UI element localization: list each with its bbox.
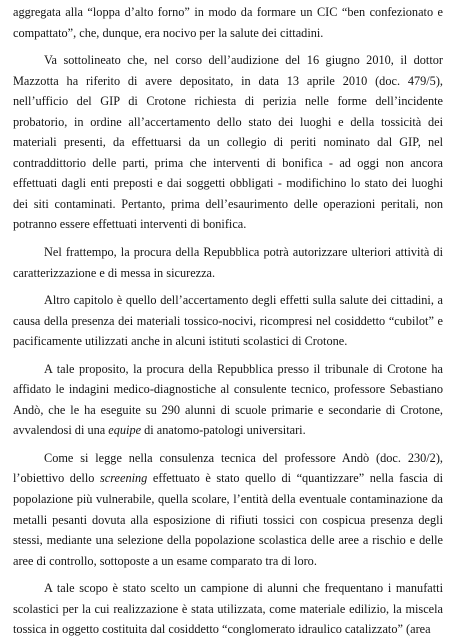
paragraph-text: Va sottolineato che, nel corso dell’audizione del 16 giugno 2010, il dottor Mazzotta ha riferito di avere depositato, in data 13 aprile 2010 (doc. 479/5), nell’ufficio del GIP di Crotone richiesta di perizia nelle forme dell’incidente probatorio, in ordine all’accertamento dello stato dei luoghi e della tossicità dei materiali presenti, da effettuarsi da un collegio di periti nominato dal GIP, nel contraddittorio delle parti, prima che interventi di bonifica - ad oggi non ancora effettuati dagli enti preposti e dai soggetti obbligati - modifichino lo stato dei luoghi dei siti contaminati. Pertanto, prima dell’esaurimento delle operazioni peritali, non potranno essere effettuati interventi di bonifica. <box>13 53 443 232</box>
paragraph-text: Come si legge nella consulenza tecnica del professore Andò (doc. 230/2), l’obiettivo dello <box>13 450 443 486</box>
paragraph-6 <box>13 448 443 571</box>
paragraph-2 <box>13 50 443 235</box>
paragraph-text: Altro capitolo è quello dell’accertamento degli effetti sulla salute dei cittadini, a causa della presenza dei materiali tossico-nocivi, ricompresi nel cosiddetto “cubilot” e pacificamente utilizzati anche in alcuni istituti scolastici di Crotone. <box>13 293 443 349</box>
paragraph-text: A tale proposito, la procura della Repubblica presso il tribunale di Crotone ha affidato le indagini medico-diagnostiche al consulente tecnico, professore Sebastiano Andò, che le ha eseguite su 290 alunni di scuole primarie e secondarie di Crotone, avvalendosi di una <box>13 361 443 438</box>
paragraph-text: aggregata alla “loppa d’alto forno” in modo da formare un CIC “ben confezionato e compattato”, che, dunque, era nocivo per la salute dei cittadini. <box>13 5 443 40</box>
paragraph-text: effettuato è stato quello di “quantizzare” nella fascia di popolazione più vulnerabile, quella scolare, l’entità della eventuale contaminazione da metalli pesanti dovuta alla esposizione di rifiuti tossici con cospicua presenza degli stessi, mediante una selezione della popolazione scolastica delle aree a rischio e delle aree di controllo, sottoposte a un esame comparato tra di loro. <box>13 471 443 568</box>
italic-term: screening <box>99 471 148 486</box>
paragraph-text: di anatomo-patologi universitari. <box>141 423 306 438</box>
italic-term: equipe <box>108 423 142 438</box>
paragraph-text: Nel frattempo, la procura della Repubblica potrà autorizzare ulteriori attività di caratterizzazione e di messa in sicurezza. <box>13 245 443 280</box>
paragraph-1 <box>13 2 443 43</box>
paragraph-3 <box>13 242 443 283</box>
paragraph-5 <box>13 359 443 441</box>
paragraph-text: A tale scopo è stato scelto un campione di alunni che frequentano i manufatti scolastici per la cui realizzazione è stata utilizzata, come materiale edilizio, la miscela tossica in oggetto costituita dal cosiddetto “conglomerato idraulico catalizzato” (area <box>13 581 443 637</box>
paragraph-4 <box>13 290 443 352</box>
paragraph-7 <box>13 578 443 640</box>
